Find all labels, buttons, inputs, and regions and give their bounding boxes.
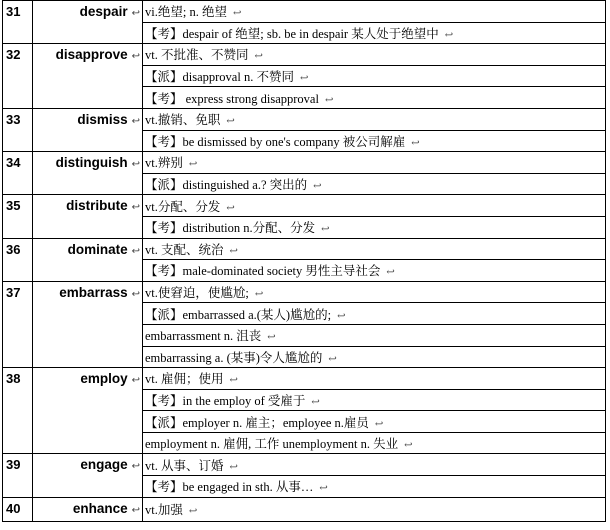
- table-row: [3, 44, 606, 66]
- definition-text: 【派】employer n. 雇主；employee n.雇员: [145, 415, 369, 430]
- definition-cell: [143, 44, 606, 66]
- table-row: [3, 281, 606, 303]
- definition-cell: [143, 195, 606, 217]
- definition-cell: [143, 260, 606, 282]
- definition-text: 【考】male-dominated society 男性主导社会: [145, 264, 381, 279]
- paragraph-mark-icon: ↩: [131, 51, 140, 63]
- definition-text: embarrassment n. 沮丧: [145, 329, 262, 344]
- table-row: [3, 195, 606, 217]
- table-row: [3, 368, 606, 390]
- table-row: [3, 1, 606, 23]
- definition-text: vt. 支配、统治: [145, 242, 224, 257]
- definition-cell: [143, 346, 606, 368]
- paragraph-mark-icon: ↩: [328, 353, 337, 365]
- entry-number: 31: [3, 1, 33, 44]
- paragraph-mark-icon: ↩: [444, 29, 454, 41]
- definition-text: vi.绝望; n. 绝望: [145, 5, 227, 20]
- entry-word-cell: [33, 108, 143, 151]
- definition-text: 【考】be dismissed by one's company 被公司解雇: [145, 134, 406, 149]
- table-row: [3, 454, 606, 476]
- paragraph-mark-icon: ↩: [229, 461, 238, 473]
- entry-word-cell: [33, 281, 143, 367]
- entry-word: enhance: [72, 500, 128, 516]
- definition-cell: [143, 108, 606, 130]
- definition-cell: [143, 281, 606, 303]
- entry-number: 38: [3, 368, 33, 454]
- definition-text: 【考】despair of 绝望; sb. be in despair 某人处于绝望中: [145, 26, 439, 41]
- definition-text: 【考】be engaged in sth. 从事…: [145, 480, 314, 495]
- definition-text: embarrassing a. (某事)令人尴尬的: [145, 350, 323, 365]
- definition-text: 【派】embarrassed a.(某人)尴尬的;: [145, 307, 332, 322]
- paragraph-mark-icon: ↩: [131, 159, 140, 171]
- definition-text: employment n. 雇佣, 工作 unemployment n. 失业: [145, 437, 399, 452]
- definition-text: 【派】disapproval n. 不赞同: [145, 70, 294, 85]
- paragraph-mark-icon: ↩: [313, 181, 322, 193]
- entry-number: 32: [3, 44, 33, 109]
- paragraph-mark-icon: ↩: [188, 506, 198, 518]
- entry-number: 36: [3, 238, 33, 281]
- paragraph-mark-icon: ↩: [411, 137, 420, 149]
- table-row: [3, 108, 606, 130]
- paragraph-mark-icon: ↩: [131, 8, 140, 19]
- definition-text: vt. 雇佣；使用: [145, 372, 224, 387]
- definition-cell: [143, 389, 606, 411]
- paragraph-mark-icon: ↩: [337, 310, 346, 322]
- definition-text: vt.加强: [145, 503, 183, 518]
- table-row: [3, 238, 606, 260]
- definition-text: vt.撤销、免职: [145, 113, 221, 128]
- paragraph-mark-icon: ↩: [131, 202, 140, 214]
- paragraph-mark-icon: ↩: [131, 288, 140, 300]
- definition-text: vt.使窘迫，使尴尬;: [145, 286, 249, 301]
- entry-number: 34: [3, 152, 33, 195]
- entry-number: 39: [3, 454, 33, 497]
- paragraph-mark-icon: ↩: [188, 159, 198, 171]
- paragraph-mark-icon: ↩: [324, 94, 334, 106]
- definition-cell: [143, 432, 606, 454]
- table-row: [3, 497, 606, 522]
- definition-text: 【考】 express strong disapproval: [145, 91, 319, 106]
- paragraph-mark-icon: ↩: [131, 461, 140, 473]
- entry-word-cell: [33, 454, 143, 497]
- paragraph-mark-icon: ↩: [131, 504, 140, 516]
- paragraph-mark-icon: ↩: [226, 116, 235, 128]
- entry-number: 40: [3, 497, 33, 522]
- definition-cell: [143, 454, 606, 476]
- definition-cell: [143, 497, 606, 522]
- entry-word-cell: [33, 195, 143, 238]
- definition-text: vt.分配、分发: [145, 199, 221, 214]
- paragraph-mark-icon: ↩: [254, 289, 264, 301]
- definition-text: 【考】distribution n.分配、分发: [145, 221, 316, 236]
- definition-text: vt. 不批准、不赞同: [145, 48, 249, 63]
- entry-word: embarrass: [59, 284, 128, 300]
- definition-cell: [143, 411, 606, 433]
- definition-cell: [143, 303, 606, 325]
- definition-cell: [143, 65, 606, 87]
- vocabulary-table: [2, 0, 606, 522]
- entry-number: 35: [3, 195, 33, 238]
- definition-text: 【派】distinguished a.? 突出的: [145, 178, 308, 193]
- entry-word: dismiss: [77, 111, 128, 127]
- definition-cell: [143, 152, 606, 174]
- paragraph-mark-icon: ↩: [319, 483, 328, 495]
- paragraph-mark-icon: ↩: [226, 202, 235, 214]
- paragraph-mark-icon: ↩: [131, 115, 140, 127]
- definition-cell: [143, 1, 606, 23]
- definition-cell: [143, 173, 606, 195]
- entry-word: despair: [79, 4, 128, 19]
- paragraph-mark-icon: ↩: [232, 8, 242, 20]
- entry-word: engage: [80, 457, 128, 473]
- entry-word: employ: [80, 371, 128, 387]
- entry-word-cell: [33, 368, 143, 454]
- entry-number: 33: [3, 108, 33, 151]
- definition-cell: [143, 22, 606, 44]
- entry-word-cell: [33, 152, 143, 195]
- paragraph-mark-icon: ↩: [299, 73, 309, 85]
- entry-word: distribute: [66, 198, 128, 214]
- paragraph-mark-icon: ↩: [229, 375, 238, 387]
- table-row: [3, 152, 606, 174]
- definition-cell: [143, 87, 606, 109]
- definition-text: vt.辨别: [145, 156, 183, 171]
- paragraph-mark-icon: ↩: [254, 51, 263, 63]
- entry-number: 37: [3, 281, 33, 367]
- definition-cell: [143, 324, 606, 346]
- entry-word-cell: [33, 44, 143, 109]
- paragraph-mark-icon: ↩: [311, 396, 320, 408]
- paragraph-mark-icon: ↩: [267, 332, 276, 344]
- paragraph-mark-icon: ↩: [386, 267, 395, 279]
- paragraph-mark-icon: ↩: [131, 245, 140, 257]
- definition-cell: [143, 130, 606, 152]
- paragraph-mark-icon: ↩: [404, 440, 413, 452]
- entry-word: disapprove: [55, 47, 128, 63]
- definition-cell: [143, 238, 606, 260]
- vocabulary-table-body: [3, 1, 606, 522]
- entry-word-cell: [33, 238, 143, 281]
- definition-cell: [143, 476, 606, 498]
- paragraph-mark-icon: ↩: [131, 375, 140, 387]
- entry-word: dominate: [67, 241, 128, 257]
- definition-cell: [143, 216, 606, 238]
- definition-cell: [143, 368, 606, 390]
- definition-text: vt. 从事、订婚: [145, 458, 224, 473]
- paragraph-mark-icon: ↩: [229, 245, 238, 257]
- paragraph-mark-icon: ↩: [321, 224, 330, 236]
- entry-word: distinguish: [55, 155, 128, 171]
- entry-word-cell: [33, 497, 143, 522]
- paragraph-mark-icon: ↩: [374, 418, 384, 430]
- entry-word-cell: [33, 1, 143, 44]
- definition-text: 【考】in the employ of 受雇于: [145, 393, 306, 408]
